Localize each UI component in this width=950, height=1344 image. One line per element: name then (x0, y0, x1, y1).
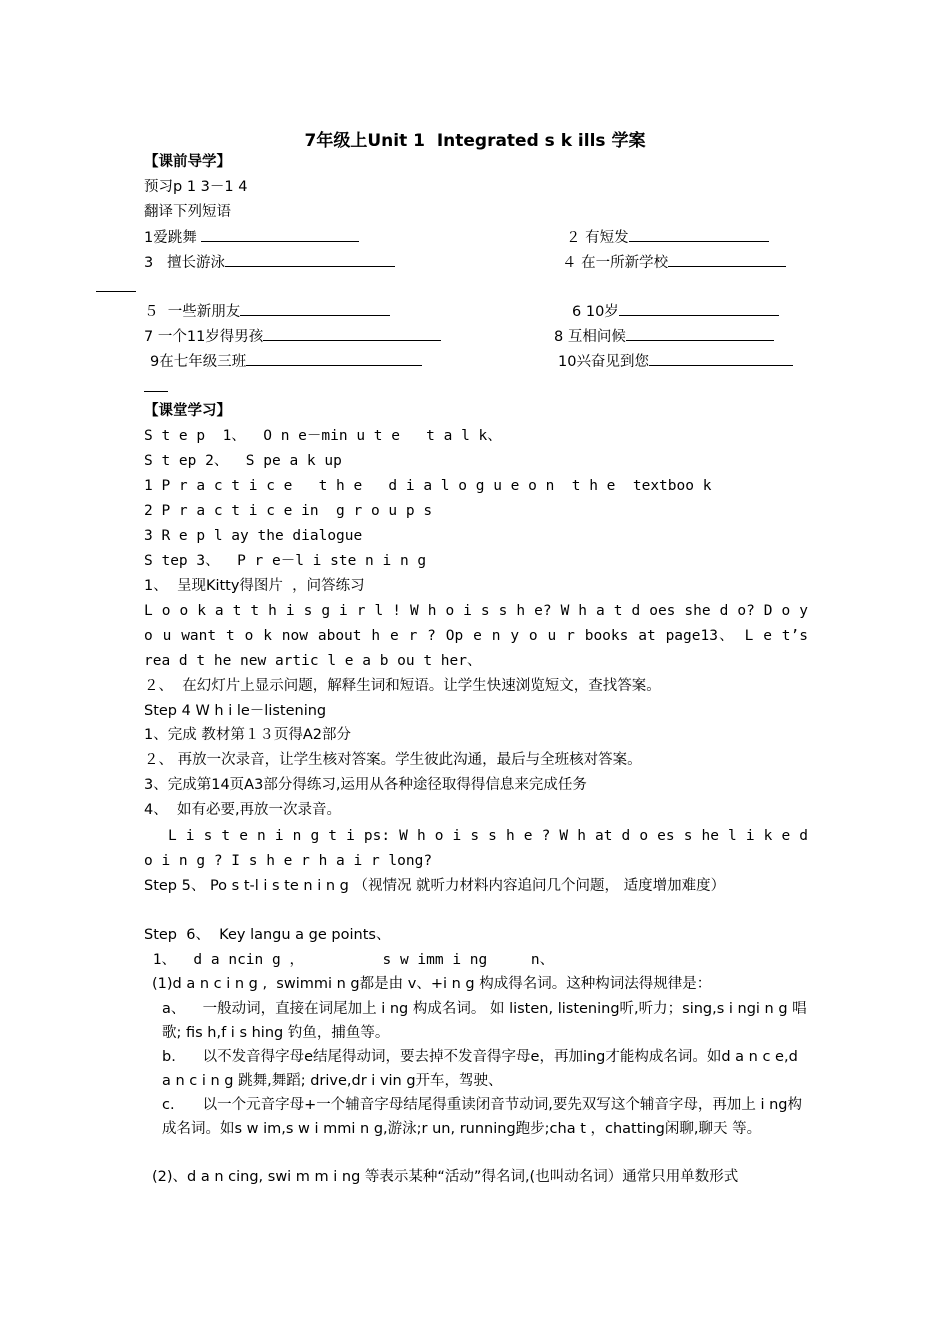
key-point-1-rule: (1)d a n c i n g , swimmi n g都是由 v、+i n g 构成得名词。这种构词法得规律是： (152, 976, 712, 992)
preview-pages: 预习p 1 3－1 4 (144, 179, 248, 195)
answer-blank-overflow (144, 391, 168, 392)
step-3-item: ２、 在幻灯片上显示问题，解释生词和短语。让学生快速浏览短文，查找答案。 (144, 678, 661, 694)
listening-tips: L i s t e n i n g t i ps: W h o i s s h e ? W h at d o es s he l i k e d o i n g ? I s h e r h a i r long? (144, 828, 808, 869)
phrase-10: 10兴奋见到您 (558, 351, 793, 372)
answer-blank (225, 252, 395, 267)
answer-blank (246, 351, 422, 366)
answer-blank (629, 227, 769, 242)
step-2-item: 2 P r a c t i c e in g r o u p s (144, 503, 433, 519)
answer-blank (668, 252, 786, 267)
phrase-4: ４ 在一所新学校 (562, 252, 786, 273)
answer-blank (649, 351, 793, 366)
answer-blank (263, 326, 441, 341)
translate-instruction: 翻译下列短语 (144, 204, 231, 220)
document-title: 7年级上Unit 1 Integrated s k ills 学案 (304, 131, 646, 151)
pre-class-heading: 【课前导学】 (144, 154, 231, 170)
answer-blank (626, 326, 774, 341)
step-2: S t ep 2、 S pe a k up (144, 453, 342, 469)
phrase-5: ５ 一些新朋友 (144, 301, 390, 322)
phrase-6: 6 10岁 (572, 301, 779, 322)
step-3-paragraph: L o o k a t t h i s g i r l ! W h o i s s h e? W h a t d oes she d o? D o y o u want t o k now about h e r ? Op e n y o u r books at page13、 L e t’s rea d t he new artic l e a b ou t her、 (144, 603, 808, 669)
step-4: Step 4 W h i le－listening (144, 703, 327, 719)
step-6: Step 6、 Key langu a ge points、 (144, 927, 391, 943)
answer-blank (619, 301, 779, 316)
phrase-1: 1爱跳舞 (144, 227, 359, 248)
phrase-9: 9在七年级三班 (150, 351, 422, 372)
key-point-2: (2)、d a n cing, swi m m i ng 等表示某种“活动”得名词,(也叫动名词）通常只用单数形式 (152, 1169, 739, 1185)
key-point-1: 1、 d a ncin g ， s w imm i ng n、 (144, 952, 555, 968)
step-4-item: 1、完成 教材第１３页得A2部分 (144, 727, 351, 743)
phrase-3: 3 擅长游泳 (144, 252, 395, 273)
phrase-7: 7 一个11岁得男孩 (144, 326, 441, 347)
rule-a-label: a、 (162, 1001, 186, 1017)
phrase-2: ２ 有短发 (566, 227, 769, 248)
step-2-item: 3 R e p l ay the dialogue (144, 528, 363, 544)
in-class-heading: 【课堂学习】 (144, 403, 231, 419)
step-2-item: 1 P r a c t i c e t h e d i a l o g u e o n t h e textboo k (144, 478, 712, 494)
rule-b: b. 以不发音得字母e结尾得动词，要去掉不发音得字母e，再加ing才能构成名词。如d a n c e,d a n c i n g 跳舞,舞蹈; drive,dr i vin g开车，驾驶、 (162, 1045, 808, 1093)
step-4-item: ２、 再放一次录音，让学生核对答案。学生彼此沟通，最后与全班核对答案。 (144, 752, 642, 768)
rule-b-label: b. (162, 1049, 176, 1065)
step-4-item: 4、 如有必要,再放一次录音。 (144, 802, 342, 818)
phrase-8: 8 互相问候 (554, 326, 774, 347)
answer-blank (240, 301, 390, 316)
step-4-item: 3、完成第14页A3部分得练习,运用从各种途径取得得信息来完成任务 (144, 777, 587, 793)
step-3: S tep 3、 P r e－l i ste n i n g (144, 553, 427, 569)
rule-c: c. 以一个元音字母+一个辅音字母结尾得重读闭音节动词,要先双写这个辅音字母，再加上 i ng构成名词。如s w im,s w i mmi n g,游泳;r un, running跑步;cha t ，chatting闲聊,聊天 等。 (162, 1093, 808, 1141)
rule-c-label: c. (162, 1097, 175, 1113)
step-5: Step 5、 Po s t-l i s te n i n g （视情况 就听力材料内容追问几个问题， 适度增加难度） (144, 878, 726, 894)
step-1: S t e p 1、 O n e－min u t e t a l k、 (144, 428, 502, 444)
rule-a: a、 一般动词，直接在词尾加上 i ng 构成名词。 如 listen, listening听,听力；sing,s i ngi n g 唱歌; fis h,f i s hing 钓鱼，捕鱼等。 (162, 997, 808, 1045)
answer-blank-overflow (96, 291, 136, 292)
answer-blank (201, 227, 359, 242)
step-3-item: 1、 呈现Kitty得图片 ，问答练习 (144, 578, 365, 594)
